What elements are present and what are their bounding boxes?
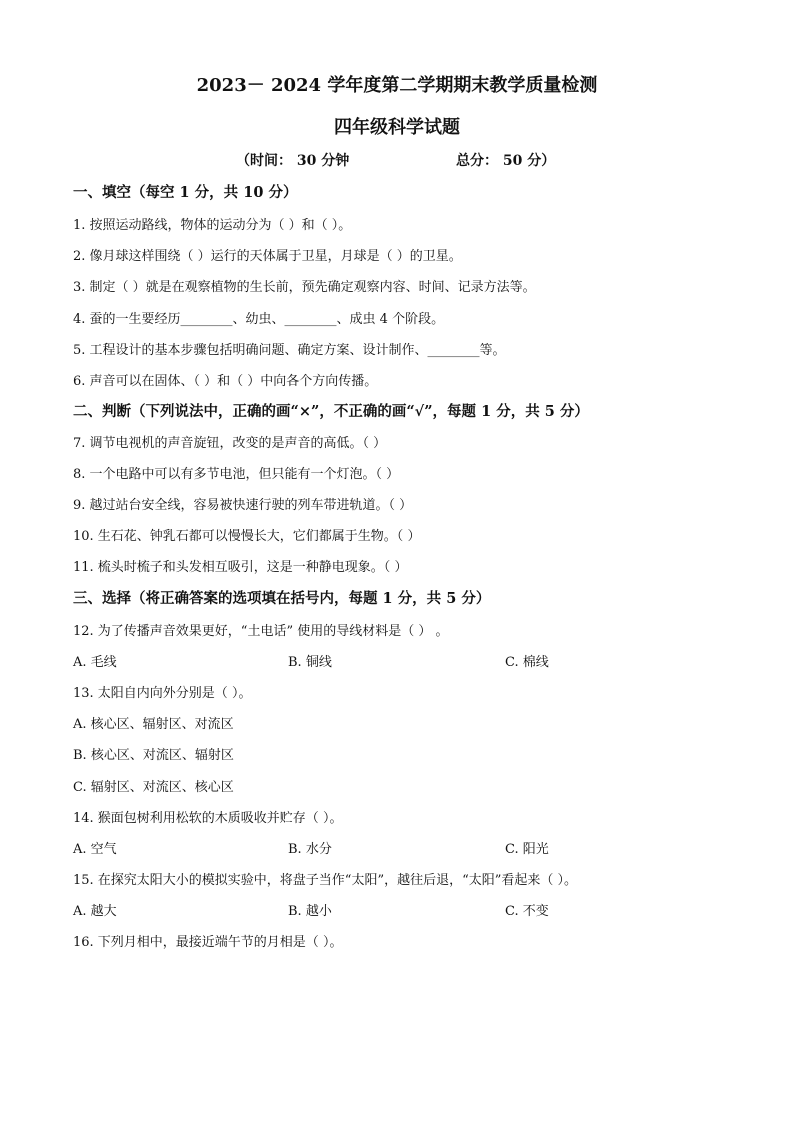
question-7: 7. 调节电视机的声音旋钮，改变的是声音的高低。（ ） (73, 436, 387, 451)
section-heading-judge: 二、判断（下列说法中，正确的画“×”，不正确的画“√”，每题 1 分，共 5 分） (73, 403, 589, 420)
option-12-a: A. 毛线 (73, 655, 117, 670)
option-12-c: C. 棉线 (505, 655, 549, 670)
question-2: 2. 像月球这样围绕（ ）运行的天体属于卫星，月球是（ ）的卫星。 (73, 249, 462, 264)
option-15-c: C. 不变 (505, 904, 549, 919)
question-12: 12. 为了传播声音效果更好，“土电话” 使用的导线材料是（ ） 。 (73, 624, 449, 639)
option-15-b: B. 越小 (288, 904, 332, 919)
question-13: 13. 太阳自内向外分别是（ ）。 (73, 686, 252, 701)
option-13-a: A. 核心区、辐射区、对流区 (73, 717, 234, 732)
option-14-c: C. 阳光 (505, 842, 549, 857)
question-6: 6. 声音可以在固体、（ ）和（ ）中向各个方向传播。 (73, 374, 378, 389)
section-heading-choice: 三、选择（将正确答案的选项填在括号内，每题 1 分，共 5 分） (73, 590, 491, 607)
option-15-a: A. 越大 (73, 904, 117, 919)
question-1: 1. 按照运动路线，物体的运动分为（ ）和（ ）。 (73, 218, 352, 233)
question-14: 14. 猴面包树利用松软的木质吸收并贮存（ ）。 (73, 811, 343, 826)
exam-title: 2023－ 2024 学年度第二学期期末教学质量检测 (196, 75, 598, 96)
option-14-a: A. 空气 (73, 842, 117, 857)
question-9: 9. 越过站台安全线，容易被快速行驶的列车带进轨道。（ ） (73, 498, 413, 513)
option-13-c: C. 辐射区、对流区、核心区 (73, 780, 234, 795)
section-heading-fill: 一、填空（每空 1 分，共 10 分） (73, 184, 298, 201)
exam-subtitle: 四年级科学试题 (334, 117, 460, 138)
question-11: 11. 梳头时梳子和头发相互吸引，这是一种静电现象。（ ） (73, 560, 408, 575)
option-13-b: B. 核心区、对流区、辐射区 (73, 748, 234, 763)
question-4: 4. 蚕的一生要经历________、幼虫、________、成虫 4 个阶段。 (73, 312, 445, 327)
question-5: 5. 工程设计的基本步骤包括明确问题、确定方案、设计制作、________等。 (73, 343, 506, 358)
question-3: 3. 制定（ ）就是在观察植物的生长前，预先确定观察内容、时间、记录方法等。 (73, 280, 536, 295)
question-16: 16. 下列月相中，最接近端午节的月相是（ ）。 (73, 935, 343, 950)
option-12-b: B. 铜线 (288, 655, 332, 670)
question-8: 8. 一个电路中可以有多节电池，但只能有一个灯泡。（ ） (73, 467, 400, 482)
option-14-b: B. 水分 (288, 842, 332, 857)
question-15: 15. 在探究太阳大小的模拟实验中，将盘子当作“太阳”，越往后退，“太阳”看起来（ ）。 (73, 873, 578, 888)
exam-score: 总分： 50 分） (456, 153, 556, 169)
question-10: 10. 生石花、钟乳石都可以慢慢长大，它们都属于生物。（ ） (73, 529, 421, 544)
exam-time: （时间： 30 分钟 (236, 153, 350, 169)
